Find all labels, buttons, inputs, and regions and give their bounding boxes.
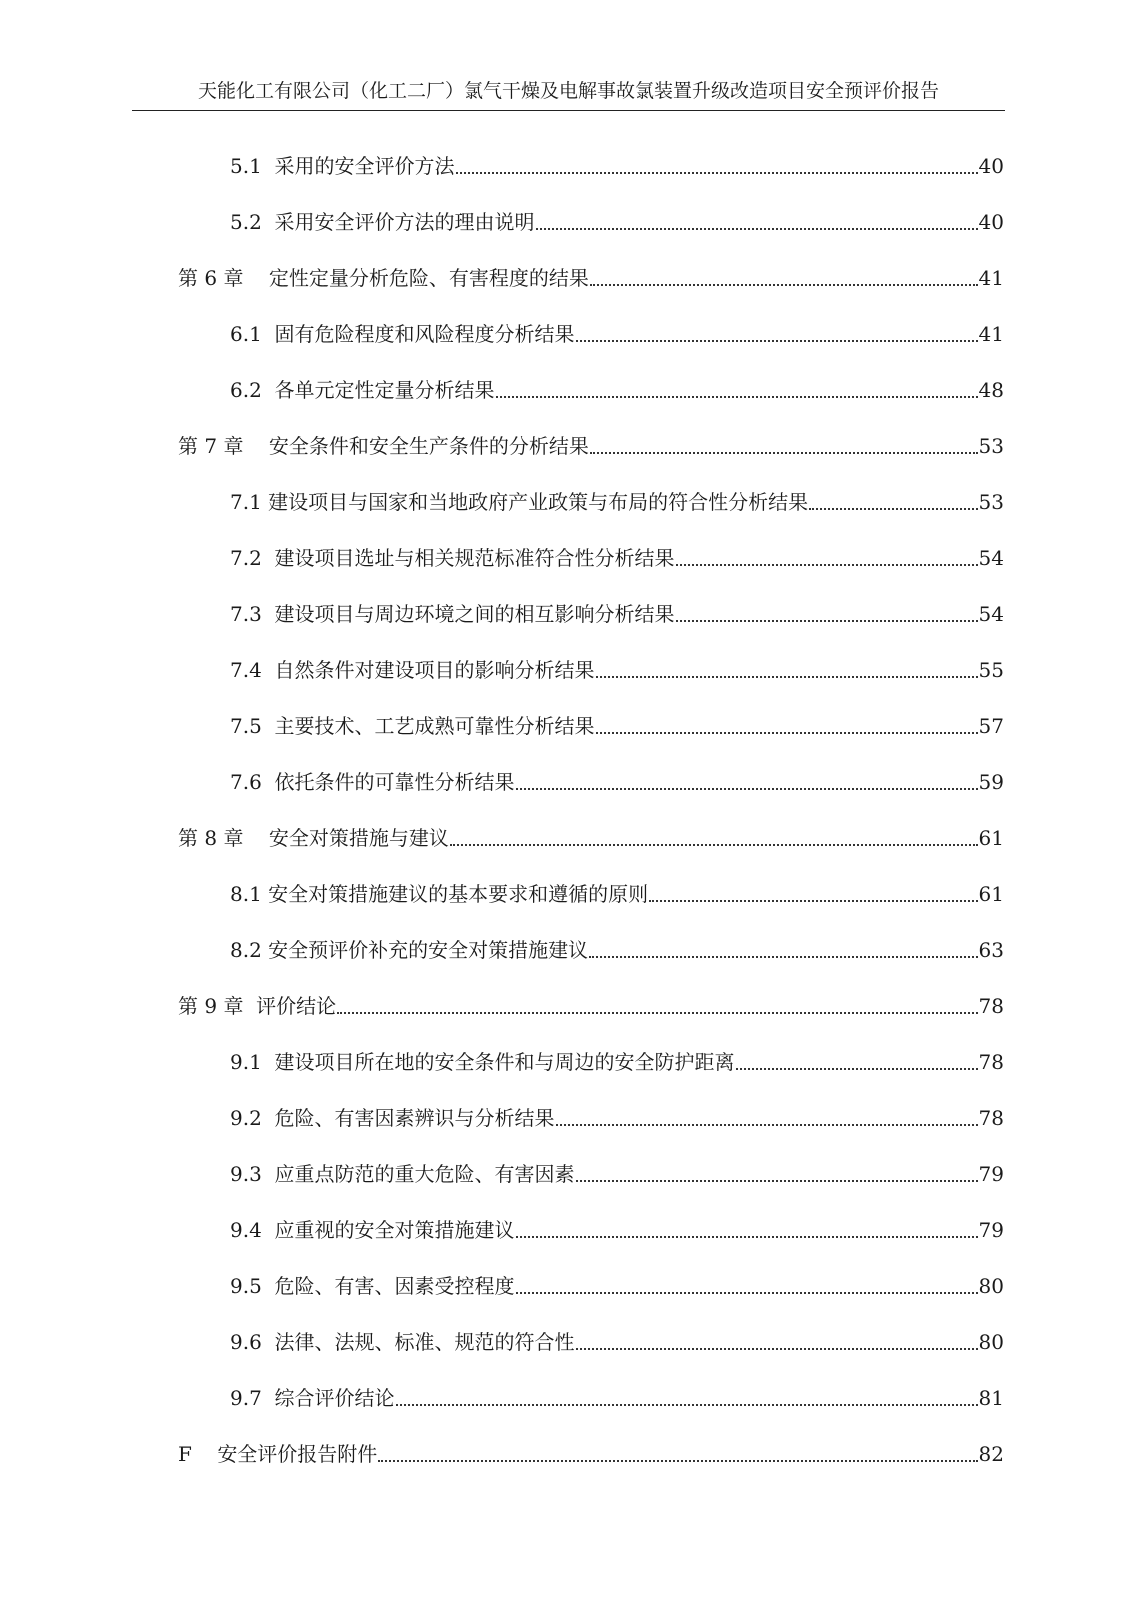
dot-leader bbox=[676, 564, 978, 566]
toc-section-entry[interactable] bbox=[230, 292, 1004, 348]
toc-page-number: 57 bbox=[978, 714, 1004, 738]
toc-page-number: 79 bbox=[978, 1218, 1004, 1242]
toc-entry-number: 第 9 章 bbox=[178, 994, 257, 1018]
toc-entry-title: 采用安全评价方法的理由说明 bbox=[274, 210, 535, 234]
toc-page-number: 54 bbox=[978, 546, 1004, 570]
toc-entry-title: 评价结论 bbox=[256, 994, 337, 1018]
toc-chapter-entry[interactable] bbox=[178, 796, 1004, 852]
toc-page-number: 48 bbox=[978, 378, 1004, 402]
toc-section-entry[interactable] bbox=[230, 908, 1004, 964]
toc-entry-number: 第 8 章 bbox=[178, 826, 269, 850]
dot-leader bbox=[516, 788, 978, 790]
toc-entry-title: 应重点防范的重大危险、有害因素 bbox=[274, 1162, 575, 1186]
toc-section-entry[interactable] bbox=[230, 628, 1004, 684]
dot-leader bbox=[589, 956, 977, 958]
dot-leader bbox=[396, 1404, 978, 1406]
toc-entry-title: 安全条件和安全生产条件的分析结果 bbox=[268, 434, 589, 458]
toc-entry-title: 建设项目所在地的安全条件和与周边的安全防护距离 bbox=[274, 1050, 735, 1074]
toc-page-number: 54 bbox=[978, 602, 1004, 626]
toc-entry-title: 危险、有害、因素受控程度 bbox=[274, 1274, 515, 1298]
toc-page-number: 55 bbox=[978, 658, 1004, 682]
toc-entry-number: 5.2 bbox=[230, 210, 275, 234]
toc-page-number: 63 bbox=[978, 938, 1004, 962]
toc-page-number: 53 bbox=[978, 490, 1004, 514]
dot-leader bbox=[576, 1348, 978, 1350]
dot-leader bbox=[676, 620, 978, 622]
toc-entry-title: 安全对策措施建议的基本要求和遵循的原则 bbox=[268, 882, 649, 906]
dot-leader bbox=[450, 844, 978, 846]
dot-leader bbox=[556, 1124, 978, 1126]
toc-section-entry[interactable] bbox=[230, 1356, 1004, 1412]
toc-entry-number: 5.1 bbox=[230, 154, 275, 178]
toc-page-number: 40 bbox=[978, 210, 1004, 234]
dot-leader bbox=[576, 1180, 978, 1182]
toc-entry-number: 7.2 bbox=[230, 546, 275, 570]
dot-leader bbox=[456, 172, 978, 174]
toc-entry-number: 第 6 章 bbox=[178, 266, 269, 290]
toc-entry-number: 9.4 bbox=[230, 1218, 275, 1242]
toc-entry-title: 安全对策措施与建议 bbox=[268, 826, 449, 850]
dot-leader bbox=[596, 732, 978, 734]
toc-entry-number: 9.3 bbox=[230, 1162, 275, 1186]
toc-entry-number: 7.6 bbox=[230, 770, 275, 794]
toc-section-entry[interactable] bbox=[230, 180, 1004, 236]
toc-entry-number: 7.3 bbox=[230, 602, 275, 626]
dot-leader bbox=[596, 676, 978, 678]
toc-page-number: 53 bbox=[978, 434, 1004, 458]
toc-entry-title: 建设项目与周边环境之间的相互影响分析结果 bbox=[274, 602, 675, 626]
toc-page-number: 40 bbox=[978, 154, 1004, 178]
toc-section-entry[interactable] bbox=[230, 348, 1004, 404]
toc-entry-number: 8.2 bbox=[230, 938, 269, 962]
toc-section-entry[interactable] bbox=[230, 1020, 1004, 1076]
dot-leader bbox=[736, 1068, 978, 1070]
toc-section-entry[interactable] bbox=[230, 1188, 1004, 1244]
toc-page-number: 59 bbox=[978, 770, 1004, 794]
toc-entry-title: 建设项目选址与相关规范标准符合性分析结果 bbox=[274, 546, 675, 570]
toc-entry-number: 6.2 bbox=[230, 378, 275, 402]
toc-chapter-entry[interactable] bbox=[178, 404, 1004, 460]
toc-page-number: 61 bbox=[978, 826, 1004, 850]
dot-leader bbox=[516, 1292, 978, 1294]
toc-page-number: 41 bbox=[978, 266, 1004, 290]
toc-page-number: 80 bbox=[978, 1274, 1004, 1298]
toc-section-entry[interactable] bbox=[230, 516, 1004, 572]
toc-entry-number: 9.5 bbox=[230, 1274, 275, 1298]
toc-entry-number: 8.1 bbox=[230, 882, 269, 906]
toc-entry-title: 依托条件的可靠性分析结果 bbox=[274, 770, 515, 794]
dot-leader bbox=[649, 900, 977, 902]
toc-section-entry[interactable] bbox=[230, 1132, 1004, 1188]
running-header: 天能化工有限公司（化工二厂）氯气干燥及电解事故氯装置升级改造项目安全预评价报告 bbox=[132, 72, 1005, 111]
dot-leader bbox=[590, 284, 978, 286]
toc-page-number: 78 bbox=[978, 1050, 1004, 1074]
toc-entry-title: 危险、有害因素辨识与分析结果 bbox=[274, 1106, 555, 1130]
toc-entry-title: 主要技术、工艺成熟可靠性分析结果 bbox=[274, 714, 595, 738]
toc-chapter-entry[interactable] bbox=[178, 236, 1004, 292]
toc-entry-number: 7.1 bbox=[230, 490, 269, 514]
dot-leader bbox=[809, 508, 977, 510]
toc-page-number: 80 bbox=[978, 1330, 1004, 1354]
toc-chapter-entry[interactable] bbox=[178, 964, 1004, 1020]
toc-section-entry[interactable] bbox=[230, 124, 1004, 180]
toc-entry-title: 应重视的安全对策措施建议 bbox=[274, 1218, 515, 1242]
toc-page-number: 61 bbox=[978, 882, 1004, 906]
toc-section-entry[interactable] bbox=[230, 1300, 1004, 1356]
toc-section-entry[interactable] bbox=[230, 740, 1004, 796]
toc-entry-title: 建设项目与国家和当地政府产业政策与布局的符合性分析结果 bbox=[268, 490, 809, 514]
toc-entry-number: 6.1 bbox=[230, 322, 275, 346]
toc-section-entry[interactable] bbox=[230, 684, 1004, 740]
toc-page-number: 41 bbox=[978, 322, 1004, 346]
toc-entry-number: 第 7 章 bbox=[178, 434, 269, 458]
dot-leader bbox=[536, 228, 978, 230]
toc-entry-title: 自然条件对建设项目的影响分析结果 bbox=[274, 658, 595, 682]
dot-leader bbox=[576, 340, 978, 342]
toc-page-number: 82 bbox=[978, 1442, 1004, 1466]
toc-page-number: 81 bbox=[978, 1386, 1004, 1410]
toc-section-entry[interactable] bbox=[230, 1244, 1004, 1300]
toc-entry-title: 安全预评价补充的安全对策措施建议 bbox=[268, 938, 589, 962]
toc-entry-number: 9.2 bbox=[230, 1106, 275, 1130]
dot-leader bbox=[590, 452, 978, 454]
toc-entry-title: 安全评价报告附件 bbox=[217, 1442, 378, 1466]
dot-leader bbox=[496, 396, 978, 398]
toc-entry-title: 定性定量分析危险、有害程度的结果 bbox=[268, 266, 589, 290]
toc-page-number: 79 bbox=[978, 1162, 1004, 1186]
toc-section-entry[interactable] bbox=[230, 460, 1004, 516]
dot-leader bbox=[337, 1012, 977, 1014]
toc-entry-number: 9.7 bbox=[230, 1386, 275, 1410]
toc-entry-number: 7.5 bbox=[230, 714, 275, 738]
toc-entry-number: 9.1 bbox=[230, 1050, 275, 1074]
dot-leader bbox=[378, 1460, 977, 1462]
toc-chapter-entry[interactable] bbox=[178, 1412, 1004, 1468]
toc-entry-title: 固有危险程度和风险程度分析结果 bbox=[274, 322, 575, 346]
toc-entry-title: 法律、法规、标准、规范的符合性 bbox=[274, 1330, 575, 1354]
toc-section-entry[interactable] bbox=[230, 852, 1004, 908]
toc-section-entry[interactable] bbox=[230, 572, 1004, 628]
toc-section-entry[interactable] bbox=[230, 1076, 1004, 1132]
toc-entry-number: F bbox=[178, 1442, 218, 1466]
toc-entry-title: 综合评价结论 bbox=[274, 1386, 395, 1410]
toc-entry-number: 7.4 bbox=[230, 658, 275, 682]
toc-entry-title: 各单元定性定量分析结果 bbox=[274, 378, 495, 402]
toc-entry-title: 采用的安全评价方法 bbox=[274, 154, 455, 178]
toc-entry-number: 9.6 bbox=[230, 1330, 275, 1354]
toc-page-number: 78 bbox=[978, 1106, 1004, 1130]
dot-leader bbox=[516, 1236, 978, 1238]
toc-page-number: 78 bbox=[978, 994, 1004, 1018]
